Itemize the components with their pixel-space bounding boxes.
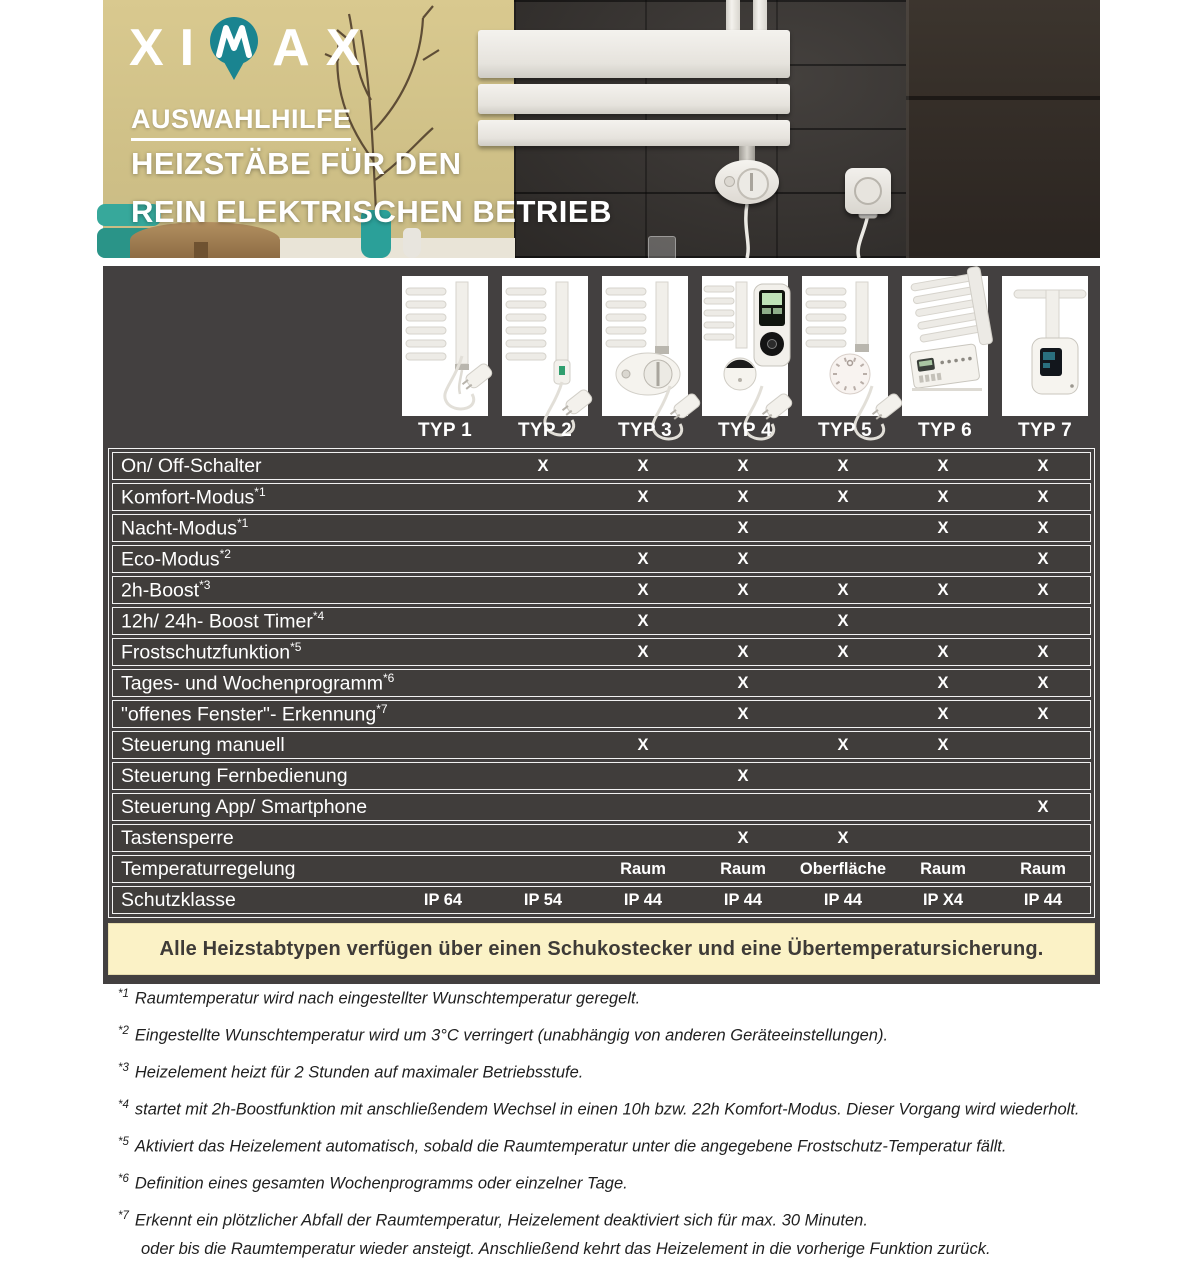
product-image-integrated-panel (902, 276, 988, 416)
product-image-round-dial-control (802, 276, 888, 416)
thermostat-control (715, 160, 779, 204)
footnote-marker: *1 (236, 515, 249, 530)
radiator-slat (478, 30, 790, 78)
radiator-slat (478, 120, 790, 146)
radiator-slat (478, 84, 790, 114)
feature-cell: X (637, 642, 649, 661)
feature-cell: X (937, 735, 949, 754)
feature-cell: X (737, 518, 749, 537)
feature-cell: Raum (920, 859, 966, 878)
table-row (112, 886, 1091, 914)
product-band-spacer (108, 276, 395, 448)
footnote-marker: *3 (118, 1062, 129, 1074)
feature-rows (112, 452, 1091, 914)
feature-cell: X (737, 704, 749, 723)
row-label: Temperaturregelung (121, 857, 296, 880)
row-label: Steuerung manuell (121, 733, 285, 756)
row-label: "offenes Fenster"- Erkennung$^{*7}$ (121, 701, 388, 726)
feature-cell: X (937, 487, 949, 506)
row-label: Nacht-Modus$^{*1}$ (121, 515, 249, 540)
type-label: TYP 3 (618, 420, 672, 441)
feature-cell: X (937, 704, 949, 723)
ximax-m-icon (206, 16, 262, 82)
feature-cell: IP 54 (523, 890, 563, 909)
footnote (118, 1021, 1108, 1046)
row-label: Komfort-Modus$^{*1}$ (121, 484, 266, 509)
footnote-marker: *7 (376, 701, 388, 716)
feature-cell: Raum (720, 859, 766, 878)
type-label: TYP 7 (1018, 420, 1072, 441)
feature-cell: X (637, 611, 649, 630)
footnote-marker: *3 (199, 577, 211, 592)
product-column-6 (895, 276, 995, 448)
table-row (112, 638, 1091, 666)
feature-cell: X (737, 766, 749, 785)
feature-cell: IP 64 (423, 890, 463, 909)
feature-cell: X (937, 456, 949, 475)
feature-cell: Raum (620, 859, 666, 878)
feature-cell: X (937, 642, 949, 661)
footnote (118, 984, 1108, 1009)
table-row (112, 514, 1091, 542)
cabinet-panel (906, 0, 1100, 258)
table-row (112, 576, 1091, 604)
row-label: Steuerung Fernbedienung (121, 764, 348, 787)
footnote-text: Raumtemperatur wird nach eingestellter Wunschtemperatur geregelt. (134, 989, 641, 1008)
feature-cell: X (637, 456, 649, 475)
type-label: TYP 5 (818, 420, 872, 441)
feature-cell: X (737, 487, 749, 506)
feature-cell: X (737, 580, 749, 599)
product-column-3 (595, 276, 695, 448)
product-column-1 (395, 276, 495, 448)
type-label: TYP 4 (718, 420, 772, 441)
feature-cell: X (637, 549, 649, 568)
footnote-marker: *1 (118, 988, 129, 1000)
table-row (112, 731, 1091, 759)
feature-cell: X (737, 673, 749, 692)
footnote-marker: *2 (219, 546, 231, 561)
table-frame (108, 448, 1095, 918)
feature-cell: IP 44 (723, 890, 763, 909)
table-row (112, 824, 1091, 852)
feature-cell: X (1037, 704, 1049, 723)
feature-cell: IP 44 (623, 890, 663, 909)
hero-banner (103, 0, 1100, 258)
footnote-text: Aktiviert das Heizelement automatisch, sobald die Raumtemperatur unter die angegebene Frostschutz-Temperatur fällt. (134, 1137, 1007, 1156)
feature-cell: X (737, 549, 749, 568)
feature-cell: X (1037, 673, 1049, 692)
info-banner: Alle Heizstabtypen verfügen über einen Schukostecker und eine Übertemperatursicherung. (108, 923, 1095, 975)
product-image-remote-lcd-control (702, 276, 788, 416)
footnote-marker: *5 (118, 1136, 129, 1148)
ximax-logo (129, 16, 376, 82)
table-row (112, 607, 1091, 635)
table-row (112, 700, 1091, 728)
table-row (112, 545, 1091, 573)
logo-text-right: AX (272, 19, 377, 77)
footnote-marker: *6 (382, 670, 395, 685)
product-image-oval-dial-control (602, 276, 688, 416)
footnote-text: Definition eines gesamten Wochenprogramms oder einzelner Tage. (134, 1174, 628, 1193)
table-row (112, 452, 1091, 480)
feature-cell: X (1037, 549, 1049, 568)
glass (648, 236, 676, 260)
footnote-marker: *1 (254, 484, 266, 499)
footnote (118, 1095, 1108, 1120)
product-image-rod-plain (402, 276, 488, 416)
product-column-4 (695, 276, 795, 448)
feature-cell: X (1037, 518, 1049, 537)
feature-cell: X (537, 456, 549, 475)
feature-cell: IP X4 (922, 890, 964, 909)
footnote-text: Eingestellte Wunschtemperatur wird um 3°C verringert (unabhängig von anderen Geräteeinstellungen). (134, 1026, 889, 1045)
comparison-table-block (103, 266, 1100, 984)
row-label: 12h/ 24h- Boost Timer$^{*4}$ (121, 608, 325, 633)
table-row (112, 855, 1091, 883)
table-row (112, 669, 1091, 697)
feature-cell: IP 44 (823, 890, 863, 909)
feature-cell: IP 44 (1023, 890, 1063, 909)
hero-title-line1: HEIZSTÄBE FÜR DEN (131, 146, 462, 181)
thermostat-dial (737, 168, 769, 200)
row-label: Steuerung App/ Smartphone (121, 795, 368, 818)
row-label: 2h-Boost$^{*3}$ (121, 577, 211, 602)
footnote-text: startet mit 2h-Boostfunktion mit anschließendem Wechsel in einen 10h bzw. 22h Komfort-Modus. Dieser Vorgang wird wiederholt. (134, 1100, 1080, 1119)
feature-cell: X (737, 828, 749, 847)
feature-cell: X (937, 580, 949, 599)
footnote-text-continued: oder bis die Raumtemperatur wieder ansteigt. Anschließend kehrt das Heizelement in die vorherige Funktion zurück. (141, 1239, 991, 1258)
footnote-marker: *4 (118, 1099, 129, 1111)
feature-cell: X (837, 828, 849, 847)
logo-text-left: XI (129, 19, 211, 77)
feature-cell: X (1037, 580, 1049, 599)
row-label: Schutzklasse (121, 888, 236, 911)
feature-cell: X (837, 642, 849, 661)
footnote (118, 1058, 1108, 1083)
white-vase (403, 228, 421, 258)
feature-cell: X (637, 580, 649, 599)
footnote-marker: *7 (118, 1210, 129, 1222)
product-image-box-display-control (1002, 276, 1088, 416)
feature-cell: X (1037, 487, 1049, 506)
feature-cell: X (1037, 797, 1049, 816)
feature-cell: X (937, 673, 949, 692)
wall-socket (845, 168, 891, 214)
footnote (118, 1132, 1108, 1157)
feature-cell: X (837, 611, 849, 630)
table-row (112, 793, 1091, 821)
type-label: TYP 2 (518, 420, 572, 441)
feature-cell: X (1037, 642, 1049, 661)
feature-cell: X (1037, 456, 1049, 475)
feature-cell: X (837, 456, 849, 475)
feature-cell: X (637, 487, 649, 506)
row-label: Tastensperre (121, 826, 234, 849)
type-label: TYP 1 (418, 420, 472, 441)
feature-cell: X (837, 487, 849, 506)
thermostat-led (724, 176, 735, 187)
feature-cell: X (837, 735, 849, 754)
footnote-marker: *4 (312, 608, 325, 623)
product-image-rod-indicator (502, 276, 588, 416)
footnote-marker: *2 (118, 1025, 129, 1037)
row-label: Frostschutzfunktion$^{*5}$ (121, 639, 302, 664)
row-label: Eco-Modus$^{*2}$ (121, 546, 231, 571)
table-row (112, 483, 1091, 511)
feature-cell: X (737, 642, 749, 661)
footnote (118, 1206, 1108, 1259)
hero-title-line2: REIN ELEKTRISCHEN BETRIEB (131, 194, 612, 229)
feature-cell: X (737, 456, 749, 475)
table-row (112, 762, 1091, 790)
feature-cell: Raum (1020, 859, 1066, 878)
footnote-text: Erkennt ein plötzlicher Abfall der Raumtemperatur, Heizelement deaktiviert sich für max. 30 Minuten. (134, 1211, 868, 1230)
product-column-7 (995, 276, 1095, 448)
feature-cell: X (837, 580, 849, 599)
footnote-text: Heizelement heizt für 2 Stunden auf maximaler Betriebsstufe. (134, 1063, 584, 1082)
hero-kicker: AUSWAHLHILFE (131, 104, 351, 141)
feature-cell: Oberfläche (799, 859, 887, 878)
footnote-marker: *6 (118, 1173, 129, 1185)
footnote (118, 1169, 1108, 1194)
product-column-2 (495, 276, 595, 448)
feature-cell: X (937, 518, 949, 537)
footnotes (118, 984, 1108, 1271)
row-label: Tages- und Wochenprogramm$^{*6}$ (121, 670, 395, 695)
product-column-5 (795, 276, 895, 448)
type-label: TYP 6 (918, 420, 972, 441)
footnote-marker: *5 (290, 639, 302, 654)
row-label: On/ Off-Schalter (121, 454, 262, 477)
feature-cell: X (637, 735, 649, 754)
product-header-band (103, 266, 1100, 448)
